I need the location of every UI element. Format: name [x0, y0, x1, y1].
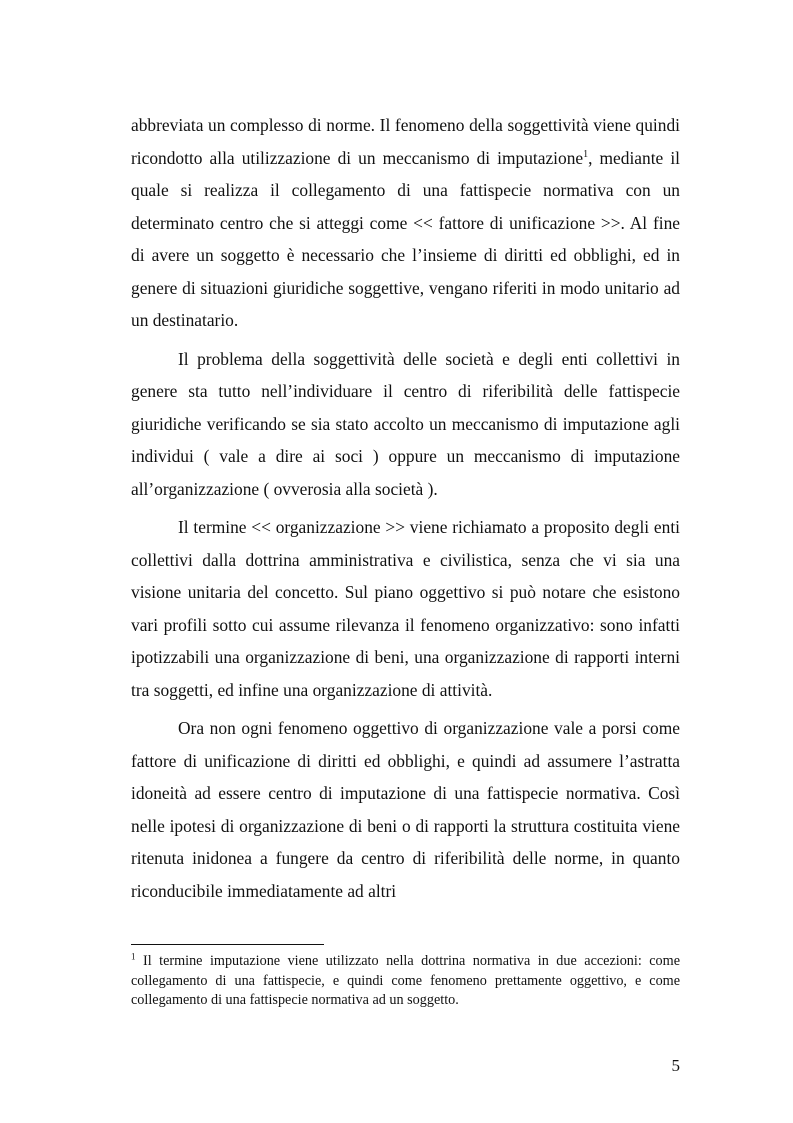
paragraph-1: [131, 109, 680, 337]
document-body: [131, 109, 680, 907]
footnote: [131, 952, 680, 1011]
footnote-marker: 1: [131, 951, 136, 962]
paragraph-1-text-a: abbreviata un complesso di norme. Il fenomeno della soggettività viene quindi ricondotto alla utilizzazione di un meccanismo di imputazione: [131, 115, 680, 168]
paragraph-1-text-b: , mediante il quale si realizza il collegamento di una fattispecie normativa con un determinato centro che si atteggi come << fattore di unificazione >>. Al fine di avere un soggetto è necessario che l’insieme di diritti ed obblighi, ed in genere di situazioni giuridiche soggettive, vengano riferiti in modo unitario ad un destinatario.: [131, 147, 680, 330]
paragraph-2: Il problema della soggettività delle società e degli enti collettivi in genere sta tutto nell’individuare il centro di riferibilità delle fattispecie giuridiche verificando se sia stato accolto un meccanismo di imputazione agli individui ( vale a dire ai soci ) oppure un meccanismo di imputazione all’organizzazione ( ovverosia alla società ).: [131, 348, 680, 499]
paragraph-4: Ora non ogni fenomeno oggettivo di organizzazione vale a porsi come fattore di unificazione di diritti ed obblighi, e quindi ad assumere l’astratta idoneità ad essere centro di imputazione di una fattispecie normativa. Così nelle ipotesi di organizzazione di beni o di rapporti la struttura costituita viene ritenuta inidonea a fungere da centro di riferibilità delle norme, in quanto riconducibile immediatamente ad altri: [131, 718, 680, 901]
page-number: 5: [671, 1056, 680, 1075]
paragraph-3: Il termine << organizzazione >> viene richiamato a proposito degli enti collettivi dalla dottrina amministrativa e civilistica, senza che vi sia una visione unitaria del concetto. Sul piano oggettivo si può notare che esistono vari profili sotto cui assume rilevanza il fenomeno organizzativo: sono infatti ipotizzabili una organizzazione di beni, una organizzazione di rapporti interni tra soggetti, ed infine una organizzazione di attività.: [131, 517, 680, 700]
footnote-reference[interactable]: 1: [583, 148, 589, 160]
footnote-text: Il termine imputazione viene utilizzato nella dottrina normativa in due accezioni: come collegamento di una fattispecie, e quindi come fenomeno prettamente oggettivo, e come collegamento di una fattispecie normativa ad un soggetto.: [131, 953, 680, 1008]
footnote-separator: [131, 944, 324, 945]
